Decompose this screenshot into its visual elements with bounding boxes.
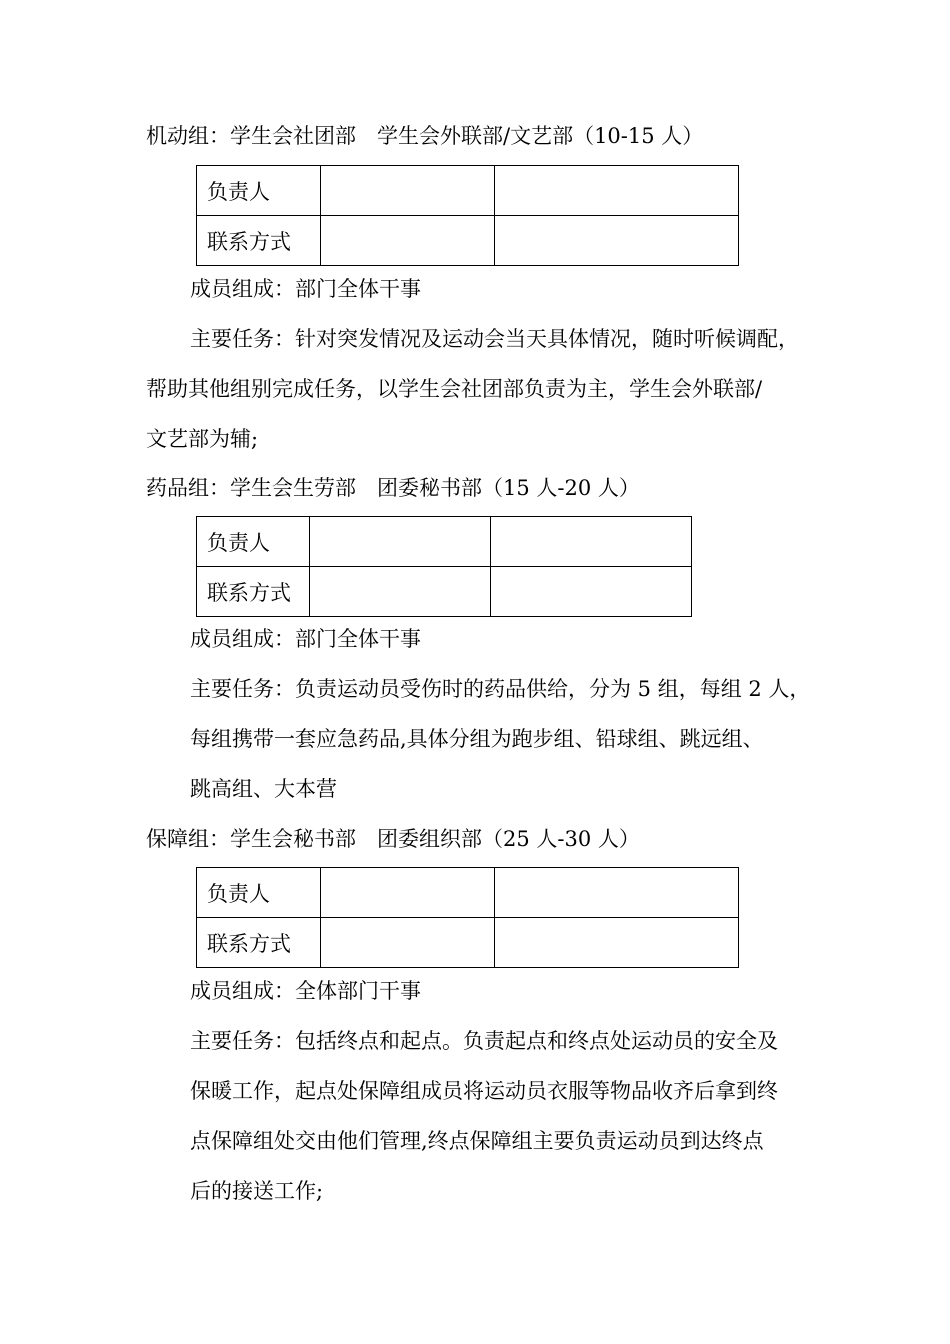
contact-cell[interactable]	[321, 216, 495, 266]
responsible-person-label: 负责人	[197, 868, 321, 918]
members-line: 成员组成：部门全体干事	[190, 277, 421, 301]
task-line: 点保障组处交由他们管理,终点保障组主要负责运动员到达终点	[190, 1129, 764, 1153]
task-line: 跳高组、大本营	[190, 777, 337, 801]
task-line: 主要任务：负责运动员受伤时的药品供给，分为 5 组，每组 2 人，	[190, 677, 811, 701]
contact-table-support-group	[196, 867, 739, 968]
task-line: 保暖工作，起点处保障组成员将运动员衣服等物品收齐后拿到终	[190, 1079, 778, 1103]
task-line: 每组携带一套应急药品,具体分组为跑步组、铅球组、跳远组、	[190, 727, 764, 751]
table-row	[197, 567, 692, 617]
contact-extra-cell[interactable]	[495, 918, 739, 968]
table-row	[197, 918, 739, 968]
task-line: 主要任务：针对突发情况及运动会当天具体情况，随时听候调配，	[190, 327, 799, 351]
contact-label: 联系方式	[197, 918, 321, 968]
contact-label: 联系方式	[197, 567, 310, 617]
members-line: 成员组成：部门全体干事	[190, 627, 421, 651]
task-line: 帮助其他组别完成任务，以学生会社团部负责为主，学生会外联部/	[146, 377, 763, 401]
table-row	[197, 166, 739, 216]
contact-label: 联系方式	[197, 216, 321, 266]
section-heading-mobile-group: 机动组：学生会社团部 学生会外联部/文艺部（10-15 人）	[146, 124, 704, 148]
task-line: 主要任务：包括终点和起点。负责起点和终点处运动员的安全及	[190, 1029, 778, 1053]
contact-table-medicine-group	[196, 516, 692, 617]
task-line: 后的接送工作;	[190, 1179, 324, 1203]
section-heading-medicine-group: 药品组：学生会生劳部 团委秘书部（15 人-20 人）	[146, 476, 640, 500]
table-row	[197, 868, 739, 918]
task-line: 文艺部为辅;	[146, 427, 259, 451]
contact-table-mobile-group	[196, 165, 739, 266]
contact-extra-cell[interactable]	[491, 567, 692, 617]
contact-cell[interactable]	[310, 567, 491, 617]
responsible-person-extra-cell[interactable]	[495, 868, 739, 918]
contact-cell[interactable]	[321, 918, 495, 968]
responsible-person-cell[interactable]	[321, 868, 495, 918]
responsible-person-label: 负责人	[197, 166, 321, 216]
responsible-person-label: 负责人	[197, 517, 310, 567]
contact-extra-cell[interactable]	[495, 216, 739, 266]
responsible-person-extra-cell[interactable]	[495, 166, 739, 216]
table-row	[197, 517, 692, 567]
table-row	[197, 216, 739, 266]
members-line: 成员组成：全体部门干事	[190, 979, 421, 1003]
responsible-person-cell[interactable]	[310, 517, 491, 567]
responsible-person-extra-cell[interactable]	[491, 517, 692, 567]
section-heading-support-group: 保障组：学生会秘书部 团委组织部（25 人-30 人）	[146, 827, 640, 851]
responsible-person-cell[interactable]	[321, 166, 495, 216]
